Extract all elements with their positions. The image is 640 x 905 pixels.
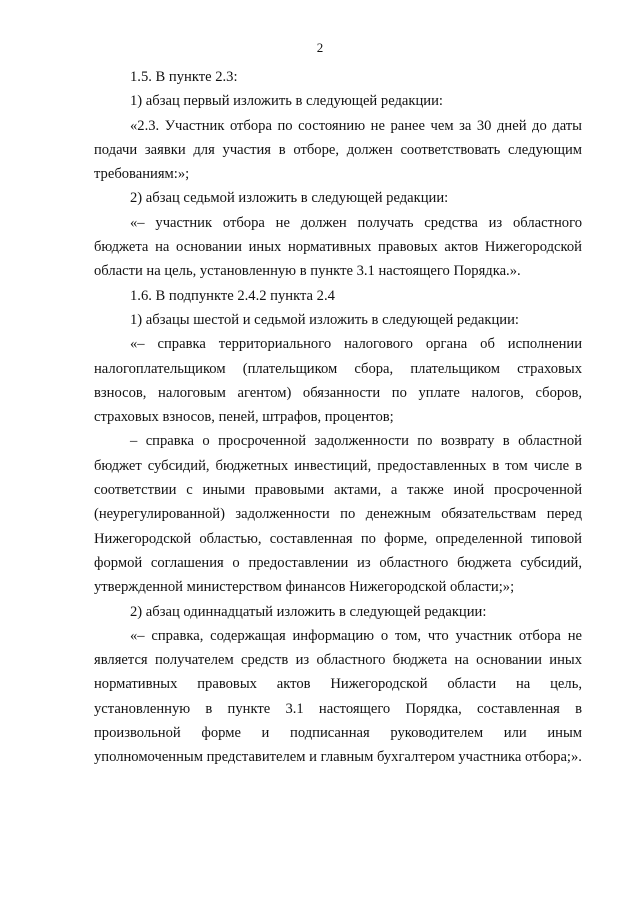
document-body bbox=[94, 65, 582, 770]
paragraph: «– справка территориального налогового органа об исполнении налогоплательщиком (плательщиком сбора, плательщиком страховых взносов, налоговым агентом) обязанности по уплате налогов, сборов, страховых взносов, пеней, штрафов, процентов; bbox=[94, 336, 582, 426]
page-number: 2 bbox=[316, 40, 324, 55]
paragraph: 1) абзац первый изложить в следующей редакции: bbox=[130, 93, 443, 110]
paragraph: – справка о просроченной задолженности по возврату в областной бюджет субсидий, бюджетных инвестиций, предоставленных в том числе в соответствии с иными правовыми актами, а также иной просроченной (неурегулированной) задолженности по денежным обязательствам перед Нижегородской областью, составленная по форме, определенной типовой формой соглашения о предоставлении из областного бюджета субсидий, утвержденной министерством финансов Нижегородской области;»; bbox=[94, 433, 582, 596]
paragraph: 1.5. В пункте 2.3: bbox=[130, 69, 238, 85]
paragraph: «– участник отбора не должен получать средства из областного бюджета на основании иных нормативных правовых актов Нижегородской области на цель, установленную в пункте 3.1 настоящего Порядка.». bbox=[94, 214, 582, 280]
paragraph: 2) абзац седьмой изложить в следующей редакции: bbox=[130, 190, 449, 207]
paragraph: 2) абзац одиннадцатый изложить в следующей редакции: bbox=[130, 603, 487, 620]
paragraph: 1.6. В подпункте 2.4.2 пункта 2.4 bbox=[130, 287, 335, 304]
paragraph: «2.3. Участник отбора по состоянию не ранее чем за 30 дней до даты подачи заявки для участия в отборе, должен соответствовать следующим требованиям:»; bbox=[94, 117, 582, 183]
paragraph: «– справка, содержащая информацию о том, что участник отбора не является получателем средств из областного бюджета на основании иных нормативных правовых актов Нижегородской области на цель, установленную в пункте 3.1 настоящего Порядка, составленная в произвольной форме и подписанная руководителем или иным уполномоченным представителем и главным бухгалтером участника отбора;». bbox=[94, 627, 582, 766]
paragraph: 1) абзацы шестой и седьмой изложить в следующей редакции: bbox=[130, 311, 519, 328]
